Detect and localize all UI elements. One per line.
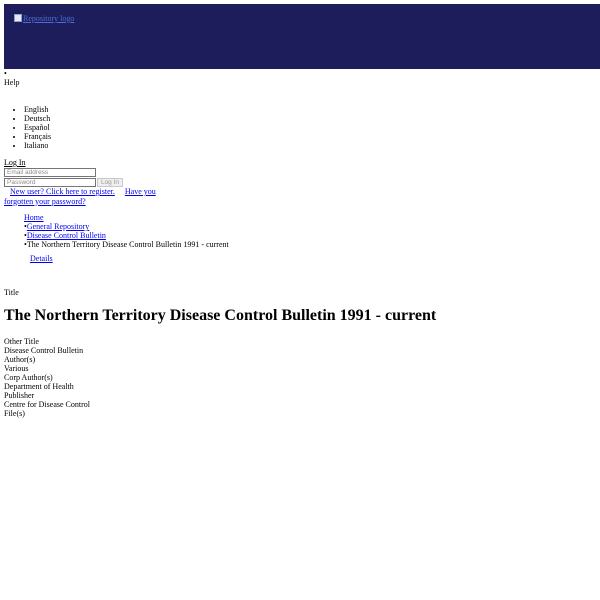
nav-bullet: • [4, 69, 7, 78]
files-label: File(s) [4, 409, 25, 418]
site-header [4, 4, 600, 69]
other-title-label: Other Title [4, 337, 39, 346]
forgot-password-link[interactable]: Have you forgotten your password? [4, 187, 156, 206]
breadcrumb [24, 213, 229, 249]
breadcrumb-disease-control-bulletin[interactable]: Disease Control Bulletin [26, 231, 106, 240]
other-title-value: Disease Control Bulletin [4, 346, 84, 355]
email-field[interactable] [4, 168, 96, 177]
site-logo-link[interactable] [14, 14, 74, 24]
help-link[interactable]: Help [4, 78, 20, 87]
broken-image-icon [14, 14, 22, 22]
register-link[interactable]: New user? Click here to register. [10, 187, 115, 196]
login-button[interactable]: Log In [97, 178, 123, 187]
publisher-value: Centre for Disease Control [4, 400, 90, 409]
corp-authors-label: Corp Author(s) [4, 373, 53, 382]
language-italiano[interactable]: • Italiano [24, 141, 51, 150]
language-english[interactable]: • English [24, 105, 51, 114]
record-metadata [4, 337, 90, 418]
account-links [4, 187, 174, 206]
authors-label: Author(s) [4, 355, 36, 364]
language-francais[interactable]: • Français [24, 132, 51, 141]
breadcrumb-separator: • [24, 240, 27, 249]
breadcrumb-current: The Northern Territory Disease Control Bulletin 1991 - current [26, 240, 229, 249]
publisher-label: Publisher [4, 391, 35, 400]
breadcrumb-separator: • [24, 222, 27, 231]
language-list [24, 105, 51, 150]
language-espanol[interactable]: • Español [24, 123, 51, 132]
breadcrumb-home[interactable]: Home [24, 213, 44, 222]
login-heading[interactable]: Log In [4, 158, 26, 167]
page-title: The Northern Territory Disease Control Bulletin 1991 - current [4, 307, 437, 324]
breadcrumb-general-repository[interactable]: General Repository [26, 222, 90, 231]
password-field[interactable] [4, 178, 96, 187]
tab-details[interactable]: Details [30, 254, 53, 263]
breadcrumb-separator: • [24, 231, 27, 240]
logo-alt-text: Repository logo [23, 14, 75, 23]
authors-value: Various [4, 364, 29, 373]
title-label: Title [4, 288, 19, 297]
corp-authors-value: Department of Health [4, 382, 74, 391]
language-deutsch[interactable]: • Deutsch [24, 114, 51, 123]
